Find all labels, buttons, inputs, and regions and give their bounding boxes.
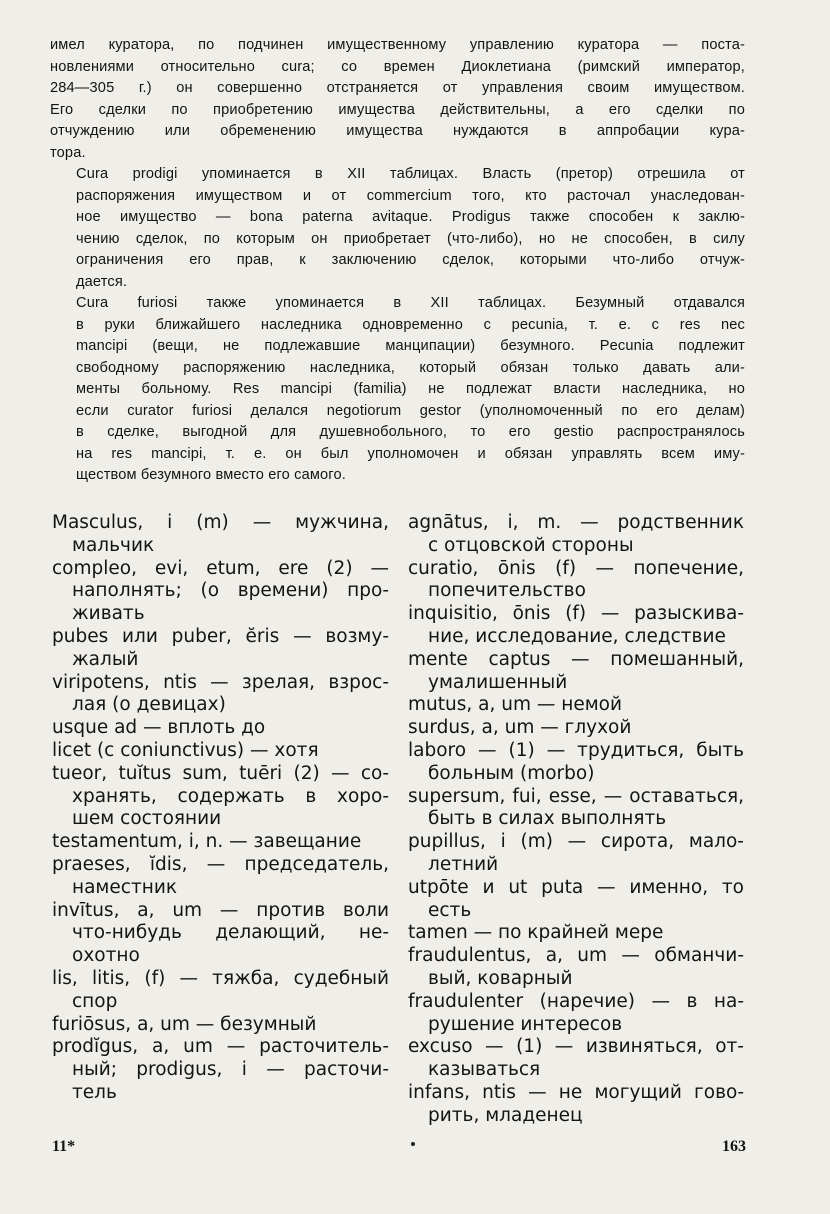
glossary-term-line: mente captus — помешанный, xyxy=(408,648,744,670)
glossary-continuation-line: лая (о девицах) xyxy=(72,694,226,716)
glossary-entry xyxy=(408,831,744,877)
glossary-entry xyxy=(408,991,744,1037)
glossary-term-line: viripotens, ntis — зрелая, взрос- xyxy=(52,671,389,693)
paragraph xyxy=(50,164,745,293)
glossary-term-line: fraudulenter (наречие) — в на- xyxy=(408,990,744,1012)
glossary-term-line: pubes или puber, ĕris — возму- xyxy=(52,625,389,647)
text-line: дается. xyxy=(76,273,128,290)
glossary-entry xyxy=(408,1082,744,1128)
glossary-continuation-line: тель xyxy=(72,1081,117,1103)
center-dot xyxy=(411,1142,415,1146)
glossary-entry xyxy=(408,694,744,717)
paragraph xyxy=(50,35,745,164)
text-line: 284—305 г.) он совершенно отстраняется от управления своим имуществом. xyxy=(50,80,745,96)
glossary-term-line: utpōte и ut puta — именно, то xyxy=(408,876,744,898)
glossary-term-line: invītus, a, um — против воли xyxy=(52,899,389,921)
glossary-continuation-line: живать xyxy=(72,603,145,625)
glossary-continuation-line: больным (morbo) xyxy=(428,762,595,784)
glossary-entry xyxy=(408,512,744,558)
glossary-entry xyxy=(408,740,744,786)
glossary-continuation-line: вый, коварный xyxy=(428,967,573,989)
glossary-continuation-line: с отцовской стороны xyxy=(428,534,634,556)
glossary-entry xyxy=(52,717,389,740)
glossary-continuation-line: есть xyxy=(428,899,472,921)
glossary-term-line: agnātus, i, m. — родственник xyxy=(408,512,744,533)
glossary-continuation-line: наполнять; (о времени) про- xyxy=(72,580,389,602)
glossary-entry xyxy=(52,1014,389,1037)
glossary-term-line: inquisitio, ōnis (f) — разыскива- xyxy=(408,603,744,625)
glossary-term-line: tueor, tuĭtus sum, tuēri (2) — со- xyxy=(52,762,389,784)
glossary-continuation-line: рить, младенец xyxy=(428,1104,583,1126)
glossary-entry xyxy=(52,968,389,1014)
text-line: распоряжения имуществом и от commercium того, кто расточал унаследован- xyxy=(76,187,745,204)
glossary-continuation-line: жалый xyxy=(72,648,139,670)
glossary-term-line: mutus, a, um — немой xyxy=(408,694,623,716)
glossary-term-line: laboro — (1) — трудиться, быть xyxy=(408,739,744,761)
text-line: Cura furiosi также упоминается в XII таблицах. Безумный отдавался xyxy=(76,295,745,311)
text-line: отчуждению или обременению имущества нуждаются в аппробации кура- xyxy=(50,123,745,139)
glossary-entry xyxy=(52,831,389,854)
glossary-entry xyxy=(52,740,389,763)
glossary-entry xyxy=(52,854,389,900)
glossary-term-line: usque ad — вплоть до xyxy=(52,717,266,739)
glossary-continuation-line: казываться xyxy=(428,1059,541,1081)
glossary-continuation-line: спор xyxy=(72,990,118,1012)
text-line: Его сделки по приобретению имущества действительны, а его сделки по xyxy=(50,101,745,118)
text-line: mancipi (вещи, не подлежавшие манципации) безумного. Pecunia подлежит xyxy=(76,338,745,354)
glossary-entry xyxy=(408,945,744,991)
glossary-term-line: prodĭgus, a, um — расточитель- xyxy=(52,1036,389,1058)
text-line: свободному распоряжению наследника, который обязан только давать али- xyxy=(76,359,745,376)
glossary-entry xyxy=(52,672,389,718)
glossary-entry xyxy=(408,558,744,604)
text-line: чению сделок, по которым он приобретает (что-либо), но не способен, в силу xyxy=(76,230,745,247)
glossary-entry xyxy=(408,649,744,695)
glossary-entry xyxy=(408,603,744,649)
text-line: на res mancipi, т. е. он был уполномочен и обязан управлять всем иму- xyxy=(76,445,745,462)
glossary-continuation-line: умалишенный xyxy=(428,671,568,693)
text-line: если curator furiosi делался negotiorum gestor (уполномоченный по его делам) xyxy=(76,402,745,419)
text-line: ществом безумного вместо его самого. xyxy=(76,467,346,483)
text-line: Cura prodigi упоминается в XII таблицах. Власть (претор) отрешила от xyxy=(76,166,745,182)
glossary-continuation-line: быть в силах выполнять xyxy=(428,808,667,830)
glossary-entry xyxy=(408,877,744,923)
signature-mark: 11* xyxy=(52,1138,76,1155)
glossary-entry xyxy=(52,763,389,831)
text-line: ограничения его прав, к заключению сделок, которыми что-либо отчуж- xyxy=(76,252,745,268)
paragraph xyxy=(50,293,745,487)
glossary-continuation-line: летний xyxy=(428,853,499,875)
page-number: 163 xyxy=(722,1138,746,1155)
glossary-entry xyxy=(52,1036,389,1104)
glossary-continuation-line: ние, исследование, следствие xyxy=(428,625,726,647)
glossary-continuation-line: хранять, содержать в хоро- xyxy=(72,785,389,807)
glossary-continuation-line: ный; prodigus, i — расточи- xyxy=(72,1059,389,1081)
glossary-term-line: surdus, a, um — глухой xyxy=(408,717,632,739)
glossary-term-line: lis, litis, (f) — тяжба, судебный xyxy=(52,967,389,989)
text-line: новлениями относительно cura; со времен Диоклетиана (римский император, xyxy=(50,58,745,75)
glossary-term-line: supersum, fui, esse, — оставаться, xyxy=(408,785,744,807)
glossary-term-line: testamentum, i, n. — завещание xyxy=(52,831,362,853)
text-line: ное имущество — bona paterna avitaque. Prodigus также способен к заклю- xyxy=(76,209,745,225)
glossary-term-line: praeses, ĭdis, — председатель, xyxy=(52,853,389,875)
glossary-term-line: compleo, evi, etum, ere (2) — xyxy=(52,557,389,579)
text-line: тора. xyxy=(50,144,86,161)
glossary-left-column xyxy=(52,512,389,1105)
glossary-term-line: pupillus, i (m) — сирота, мало- xyxy=(408,831,744,853)
glossary-continuation-line: шем состоянии xyxy=(72,808,222,830)
glossary-term-line: curatio, ōnis (f) — попечение, xyxy=(408,557,744,579)
glossary-right-column xyxy=(408,512,744,1128)
text-line: имел куратора, по подчинен имущественному управлению куратора — поста- xyxy=(50,37,745,53)
glossary-entry xyxy=(408,717,744,740)
glossary-entry xyxy=(52,512,389,558)
glossary-term-line: excuso — (1) — извиняться, от- xyxy=(408,1036,744,1058)
glossary-continuation-line: наместник xyxy=(72,876,178,898)
glossary-entry xyxy=(408,786,744,832)
glossary-continuation-line: что-нибудь делающий, не- xyxy=(72,922,389,944)
glossary-term-line: fraudulentus, a, um — обманчи- xyxy=(408,945,744,967)
text-line: в руки ближайшего наследника одновременно с pecunia, т. е. с res nec xyxy=(76,316,745,333)
glossary-continuation-line: попечительство xyxy=(428,580,586,602)
text-line: в сделке, выгодной для душевнобольного, то его gestio распространялось xyxy=(76,424,745,440)
glossary-entry xyxy=(52,558,389,626)
glossary-term-line: infans, ntis — не могущий гово- xyxy=(408,1081,744,1103)
glossary-term-line: licet (с coniunctivus) — хотя xyxy=(52,739,319,761)
glossary-term-line: tamen — по крайней мере xyxy=(408,922,664,944)
glossary-entry xyxy=(408,1036,744,1082)
glossary-continuation-line: рушение интересов xyxy=(428,1013,623,1035)
glossary-term-line: furiōsus, a, um — безумный xyxy=(52,1013,317,1035)
glossary-entry xyxy=(408,922,744,945)
glossary-continuation-line: мальчик xyxy=(72,534,155,556)
glossary-continuation-line: охотно xyxy=(72,945,140,967)
prose-text xyxy=(50,35,745,487)
glossary-entry xyxy=(52,900,389,968)
text-line: менты больному. Res mancipi (familia) не подлежат власти наследника, но xyxy=(76,381,745,397)
glossary-entry xyxy=(52,626,389,672)
glossary-term-line: Masculus, i (m) — мужчина, xyxy=(52,512,389,533)
